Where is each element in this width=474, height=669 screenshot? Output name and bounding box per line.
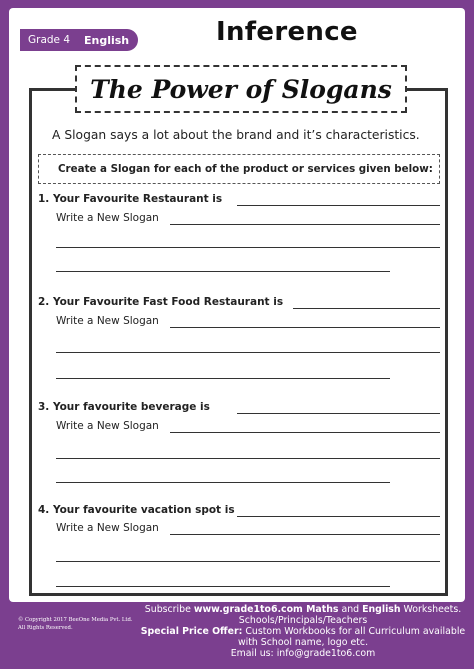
frame-top-right	[407, 88, 445, 91]
question-3: 3. Your favourite beverage is	[38, 401, 210, 413]
answer-line-1[interactable]	[237, 205, 440, 206]
slogan-prompt-3: Write a New Slogan	[56, 420, 159, 432]
answer-line-3[interactable]	[237, 413, 440, 414]
copyright-text: © Copyright 2017 BeeOne Media Pvt. Ltd.	[18, 617, 133, 623]
slogan-line[interactable]	[56, 561, 440, 562]
frame-top-left	[29, 88, 78, 91]
site-link[interactable]: www.grade1to6.com	[193, 604, 303, 615]
footer-promo	[138, 604, 468, 659]
question-2: 2. Your Favourite Fast Food Restaurant is	[38, 296, 284, 308]
instruction-text: Create a Slogan for each of the product or services given below:	[58, 163, 433, 175]
subject-label: English	[84, 33, 130, 47]
slogan-prompt-4: Write a New Slogan	[56, 522, 159, 534]
grade-subject-badge	[20, 29, 138, 51]
grade-label: Grade 4	[28, 34, 71, 46]
english-text: English	[362, 604, 401, 615]
slogan-line[interactable]	[170, 534, 440, 535]
offer-label: Special Price Offer:	[140, 626, 243, 637]
question-1: 1. Your Favourite Restaurant is	[38, 193, 223, 205]
copyright-notice	[18, 616, 133, 632]
and-text: and	[338, 604, 363, 615]
slogan-line[interactable]	[56, 271, 390, 272]
slogan-line[interactable]	[56, 458, 440, 459]
email-link[interactable]: Email us: info@grade1to6.com	[230, 648, 376, 659]
slogan-line[interactable]	[170, 224, 440, 225]
offer-text: Custom Workbooks for all Curriculum available	[242, 626, 466, 637]
offer-detail: with School name, logo etc.	[237, 637, 369, 648]
offer-line	[138, 626, 468, 637]
subscribe-text: Subscribe	[144, 604, 194, 615]
slogan-prompt-2: Write a New Slogan	[56, 315, 159, 327]
maths-text: Maths	[302, 604, 339, 615]
slogan-line[interactable]	[170, 327, 440, 328]
rights-text: All Rights Reserved.	[18, 625, 73, 631]
answer-line-4[interactable]	[237, 516, 440, 517]
slogan-line[interactable]	[56, 247, 440, 248]
question-4: 4. Your favourite vacation spot is	[38, 504, 235, 516]
slogan-line[interactable]	[56, 482, 390, 483]
slogan-line[interactable]	[56, 586, 390, 587]
slogan-line[interactable]	[56, 378, 390, 379]
subscribe-line	[138, 604, 468, 615]
page-title: Inference	[216, 17, 358, 47]
slogan-prompt-1: Write a New Slogan	[56, 212, 159, 224]
audience-text: Schools/Principals/Teachers	[238, 615, 368, 626]
intro-text: A Slogan says a lot about the brand and it’s characteristics.	[52, 128, 420, 142]
worksheet-banner	[75, 65, 407, 113]
slogan-line[interactable]	[56, 352, 440, 353]
answer-line-2[interactable]	[293, 308, 440, 309]
slogan-line[interactable]	[170, 432, 440, 433]
worksheets-text: Worksheets.	[400, 604, 462, 615]
banner-title: The Power of Slogans	[90, 74, 392, 104]
